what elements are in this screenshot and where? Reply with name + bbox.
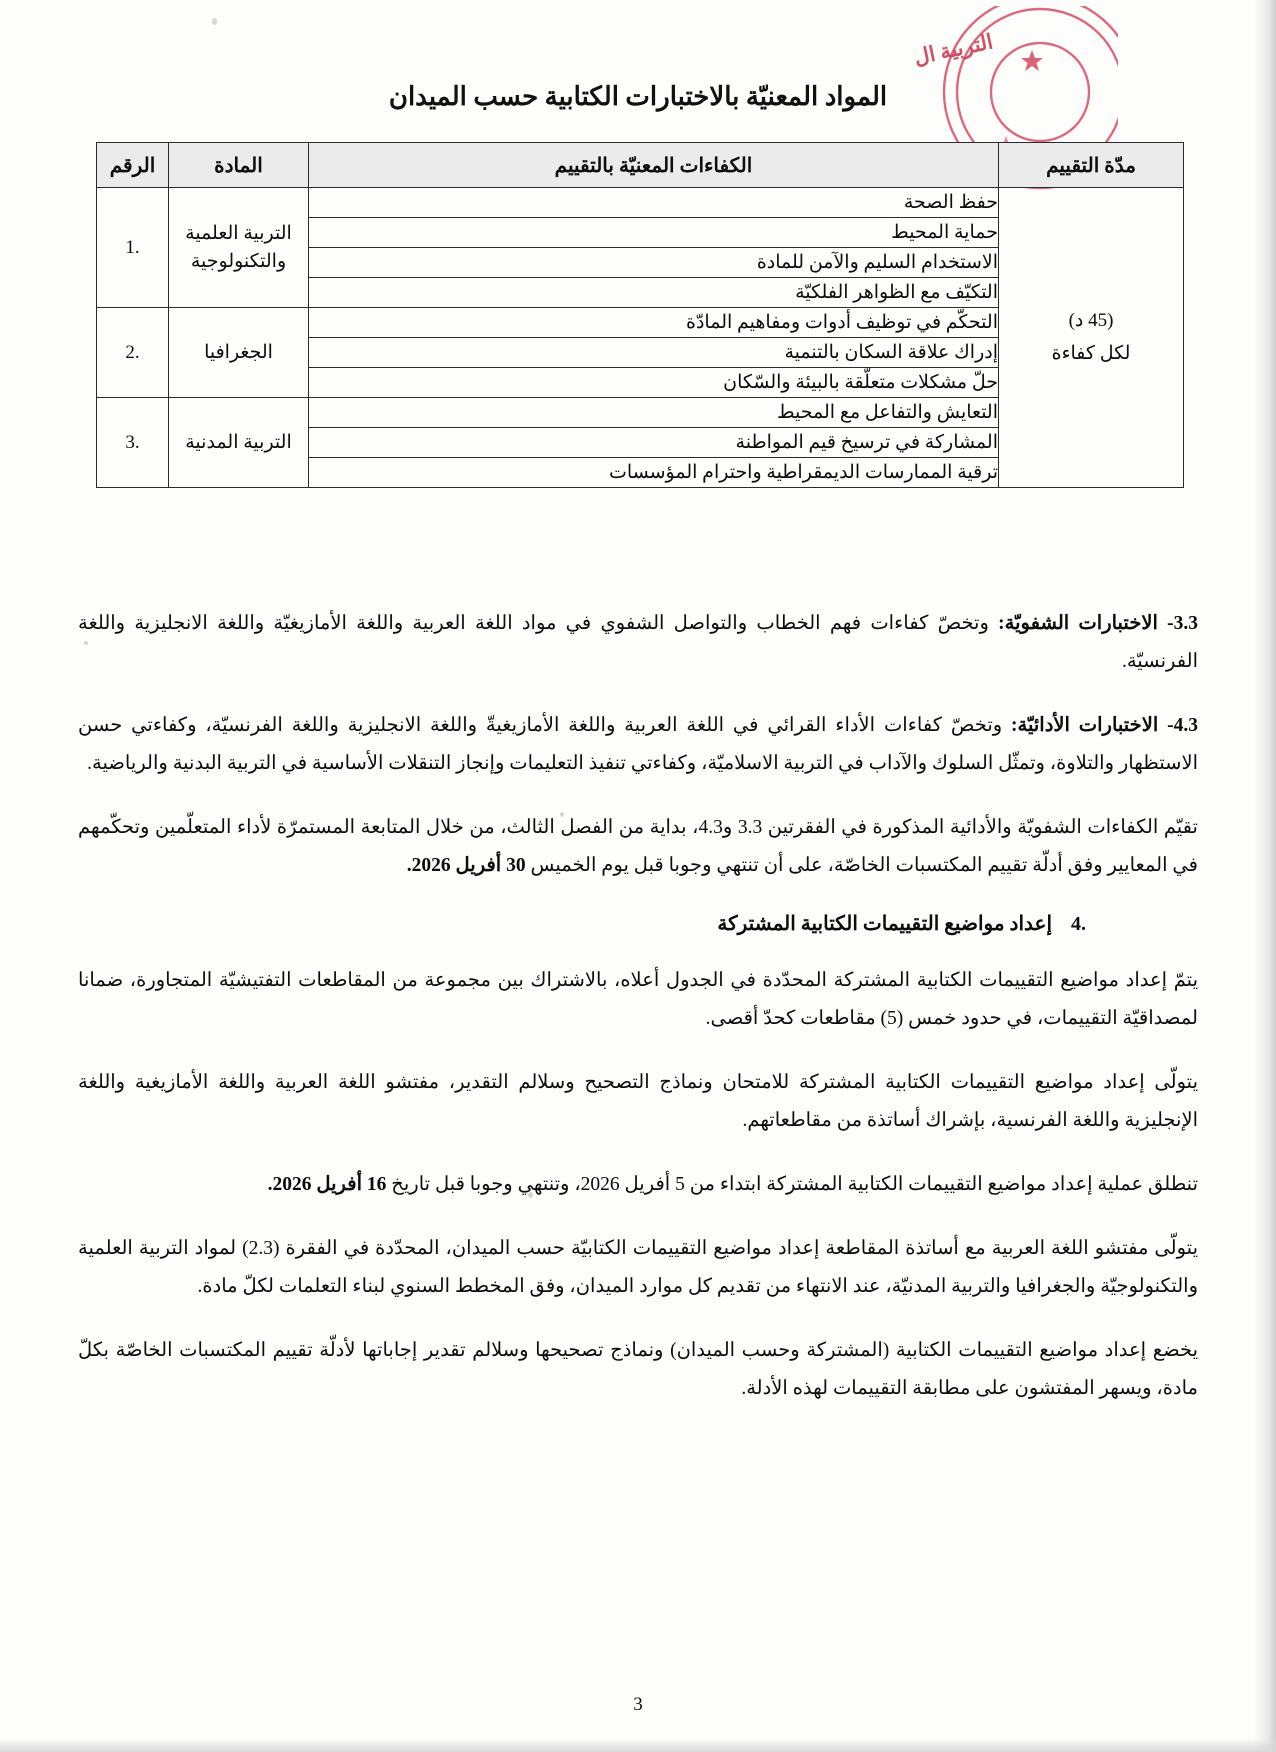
stamp-text: التربية ال: [911, 29, 996, 70]
performance-tests-text: وتخصّ كفاءات الأداء القرائي في اللغة العربية واللغة الأمازيغيةّ واللغة الانجليزية واللغة الفرنسيّة، وكفاءتي حسن الاستظهار والتلاوة، وتمثّل السلوك والآداب في التربية الاسلاميّة، وكفاءتي تنفيذ التعليمات وإنجاز التنقلات الأساسية في التربية البدنية والرياضية.: [78, 715, 1198, 775]
paragraph-performance-tests: [78, 707, 1198, 783]
scan-edge-shadow: [1254, 0, 1276, 1752]
cell-competency: المشاركة في ترسيخ قيم المواطنة: [309, 428, 999, 458]
performance-tests-lead: 4.3- الاختبارات الأدائيّة:: [1011, 715, 1198, 737]
duration-line-2: لكل كفاءة: [1051, 342, 1131, 364]
cell-number: .3: [97, 398, 169, 488]
preparation-text: يتمّ إعداد مواضيع التقييمات الكتابية المشتركة المحدّدة في الجدول أعلاه، بالاشتراك بين مجموعة من المقاطعات التفتيشيّة المتجاورة، ضمانا لمصداقيّة التقييمات، في حدود خمس (5) مقاطعات كحدّ أقصى.: [78, 970, 1198, 1030]
section-four-title: إعداد مواضيع التقييمات الكتابية المشتركة: [717, 913, 1052, 936]
evaluation-note-date: 30 أفريل 2026.: [406, 855, 526, 877]
table-row: [97, 188, 1184, 218]
page-title: المواد المعنيّة بالاختبارات الكتابية حسب الميدان: [388, 82, 888, 111]
cell-competency: ترقية الممارسات الديمقراطية واحترام المؤسسات: [309, 458, 999, 488]
oral-tests-text: وتخصّ كفاءات فهم الخطاب والتواصل الشفوي في مواد اللغة العربية واللغة الأمازيغيّة واللغة الانجليزية واللغة الفرنسيّة.: [78, 613, 1198, 673]
cell-number: .1: [97, 188, 169, 308]
section-four-marker: .4: [1071, 913, 1086, 936]
cell-number: .2: [97, 308, 169, 398]
cell-competency: التحكّم في توظيف أدوات ومفاهيم المادّة: [309, 308, 999, 338]
cell-competency: الاستخدام السليم والآمن للمادة: [309, 248, 999, 278]
paragraph-oral-tests: [78, 605, 1198, 681]
paragraph-responsible-parties: [78, 1064, 1198, 1140]
cell-subject: التربية المدنية: [169, 398, 309, 488]
responsible-parties-text: يتولّى إعداد مواضيع التقييمات الكتابية المشتركة للامتحان ونماذج التصحيح وسلالم التقدير، مفتشو اللغة العربية واللغة الأمازيغية واللغة الإنجليزية واللغة الفرنسية، بإشراك أساتذة من مقاطعاتهم.: [78, 1072, 1198, 1132]
evaluation-note-text: تقيّم الكفاءات الشفويّة والأدائية المذكورة في الفقرتين 3.3 و4.3، بداية من الفصل الثالث، من خلال المتابعة المستمرّة لأداء المتعلّمين وتحكّمهم في المعايير وفق أدلّة تقييم المكتسبات الخاصّة، على أن تنتهي وجوبا قبل يوم الخميس: [78, 817, 1198, 877]
paragraph-preparation: [78, 962, 1198, 1038]
subjects-table-wrapper: [96, 142, 1184, 488]
paragraph-evaluation-note: [78, 809, 1198, 885]
cell-competency: حلّ مشكلات متعلّقة بالبيئة والسّكان: [309, 368, 999, 398]
cell-competency: حماية المحيط: [309, 218, 999, 248]
cell-competency: إدراك علاقة السكان بالتنمية: [309, 338, 999, 368]
header-subject: المادة: [169, 143, 309, 188]
section-four-heading: [78, 911, 1198, 936]
timeline-date: 16 أفريل 2026.: [267, 1174, 387, 1196]
scan-speck: [212, 18, 217, 25]
header-number: الرقم: [97, 143, 169, 188]
paragraph-timeline: [78, 1166, 1198, 1204]
page-number: 3: [633, 1694, 643, 1715]
oral-tests-lead: 3.3- الاختبارات الشفويّة:: [998, 613, 1198, 634]
paragraph-submission: [78, 1332, 1198, 1408]
table-header-row: [97, 143, 1184, 188]
paragraph-arabic-inspectors: [78, 1230, 1198, 1306]
duration-line-1: (45 د): [1068, 310, 1114, 332]
subjects-table: [96, 142, 1184, 488]
cell-duration: [999, 188, 1184, 488]
timeline-text: تنطلق عملية إعداد مواضيع التقييمات الكتابية المشتركة ابتداء من 5 أفريل 2026، وتنتهي وجوبا قبل تاريخ: [386, 1174, 1198, 1196]
document-body: [78, 605, 1198, 1434]
cell-subject: التربية العلمية والتكنولوجية: [169, 188, 309, 308]
scan-edge-shadow-bottom: [0, 1738, 1276, 1752]
submission-text: يخضع إعداد مواضيع التقييمات الكتابية (المشتركة وحسب الميدان) ونماذج تصحيحها وسلالم تقدير إجاباتها لأدلّة تقييم المكتسبات الخاصّة بكلّ مادة، ويسهر المفتشون على مطابقة التقييمات لهذه الأدلة.: [78, 1340, 1198, 1400]
header-competencies: الكفاءات المعنيّة بالتقييم: [309, 143, 999, 188]
header-duration: مدّة التقييم: [999, 143, 1184, 188]
cell-competency: حفظ الصحة: [309, 188, 999, 218]
arabic-inspectors-text: يتولّى مفتشو اللغة العربية مع أساتذة المقاطعة إعداد مواضيع التقييمات الكتابيّة حسب الميدان، المحدّدة في الفقرة (2.3) لمواد التربية العلمية والتكنولوجيّة والجغرافيا والتربية المدنيّة، عند الانتهاء من تقديم كل موارد الميدان، وفق المخطط السنوي لبناء التعلمات لكلّ مادة.: [78, 1238, 1198, 1298]
cell-competency: التعايش والتفاعل مع المحيط: [309, 398, 999, 428]
cell-subject: الجغرافيا: [169, 308, 309, 398]
cell-competency: التكيّف مع الظواهر الفلكيّة: [309, 278, 999, 308]
